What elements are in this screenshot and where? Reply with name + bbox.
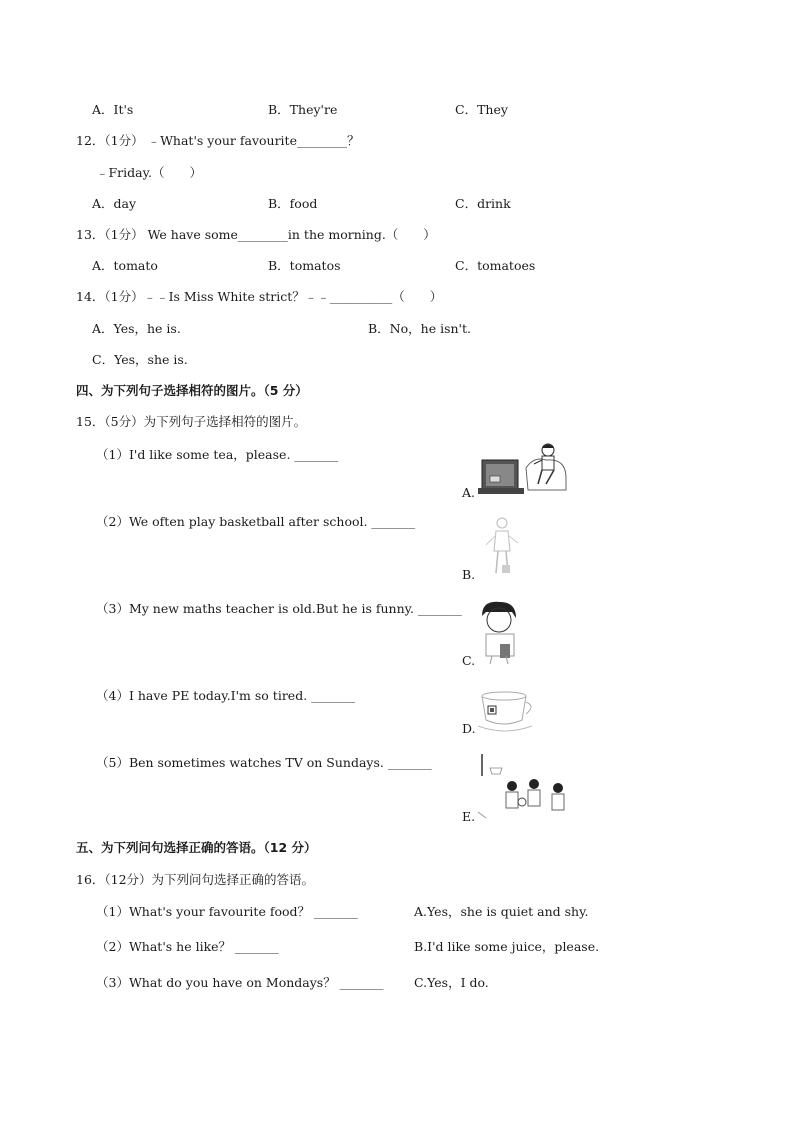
section4-heading: 四、为下列句子选择相符的图片。（5 分）	[76, 383, 308, 398]
q15-item-5: （5）Ben sometimes watches TV on Sundays. _______	[96, 755, 432, 770]
q13-option-b: B．tomatos	[268, 258, 341, 273]
q13-stem: 13．（1分） We have some________in the morning.（ ）	[76, 227, 436, 242]
q14-stem: 14．（1分）﹣﹣Is Miss White strict？﹣﹣__________（ ）	[76, 289, 443, 304]
picture-label-b: B.	[462, 567, 476, 582]
q15-item-4: （4）I have PE today.I'm so tired. _______	[96, 688, 355, 703]
q11-option-b: B．They're	[268, 102, 338, 117]
picture-c-boy-drinking	[476, 600, 522, 666]
q15-item-1: （1）I'd like some tea，please. _______	[96, 447, 339, 462]
picture-e-kids-basketball	[474, 752, 570, 820]
q11-option-a: A．It's	[92, 102, 134, 117]
q16-stem: 16．（12分）为下列问句选择正确的答语。	[76, 872, 315, 887]
q16-question-3: （3）What do you have on Mondays？ _______	[96, 975, 384, 990]
q15-item-3: （3）My new maths teacher is old.But he is funny. _______	[96, 601, 462, 616]
q15-item-2: （2）We often play basketball after school. _______	[96, 514, 416, 529]
q15-stem: 15．（5分）为下列句子选择相符的图片。	[76, 414, 307, 429]
q16-answer-c: C.Yes，I do.	[414, 975, 489, 990]
q13-option-a: A．tomato	[92, 258, 158, 273]
q11-option-c: C．They	[455, 102, 508, 117]
q16-answer-a: A.Yes，she is quiet and shy.	[414, 904, 589, 919]
q12-answer-line: ﹣Friday.（ ）	[96, 165, 202, 180]
picture-b-tired-person	[478, 515, 524, 579]
q12-option-c: C．drink	[455, 196, 511, 211]
section5-heading: 五、为下列问句选择正确的答语。（12 分）	[76, 840, 317, 855]
q16-answer-b: B.I'd like some juice，please.	[414, 939, 600, 954]
q13-option-c: C．tomatoes	[455, 258, 536, 273]
picture-label-e: E.	[462, 809, 476, 824]
q12-option-b: B．food	[268, 196, 318, 211]
picture-a-tv-boy	[476, 438, 572, 498]
q14-option-c: C．Yes，she is.	[92, 352, 188, 367]
q14-option-a: A．Yes，he is.	[92, 321, 181, 336]
q14-option-b: B．No，he isn't.	[368, 321, 471, 336]
picture-label-d: D.	[462, 721, 476, 736]
q12-option-a: A．day	[92, 196, 137, 211]
q16-question-2: （2）What's he like？ _______	[96, 939, 279, 954]
picture-d-tea-cup	[478, 690, 536, 734]
q16-question-1: （1）What's your favourite food？ _______	[96, 904, 358, 919]
picture-label-a: A.	[462, 485, 476, 500]
q12-stem: 12．（1分） ﹣What's your favourite________？	[76, 133, 360, 148]
picture-label-c: C.	[462, 653, 476, 668]
